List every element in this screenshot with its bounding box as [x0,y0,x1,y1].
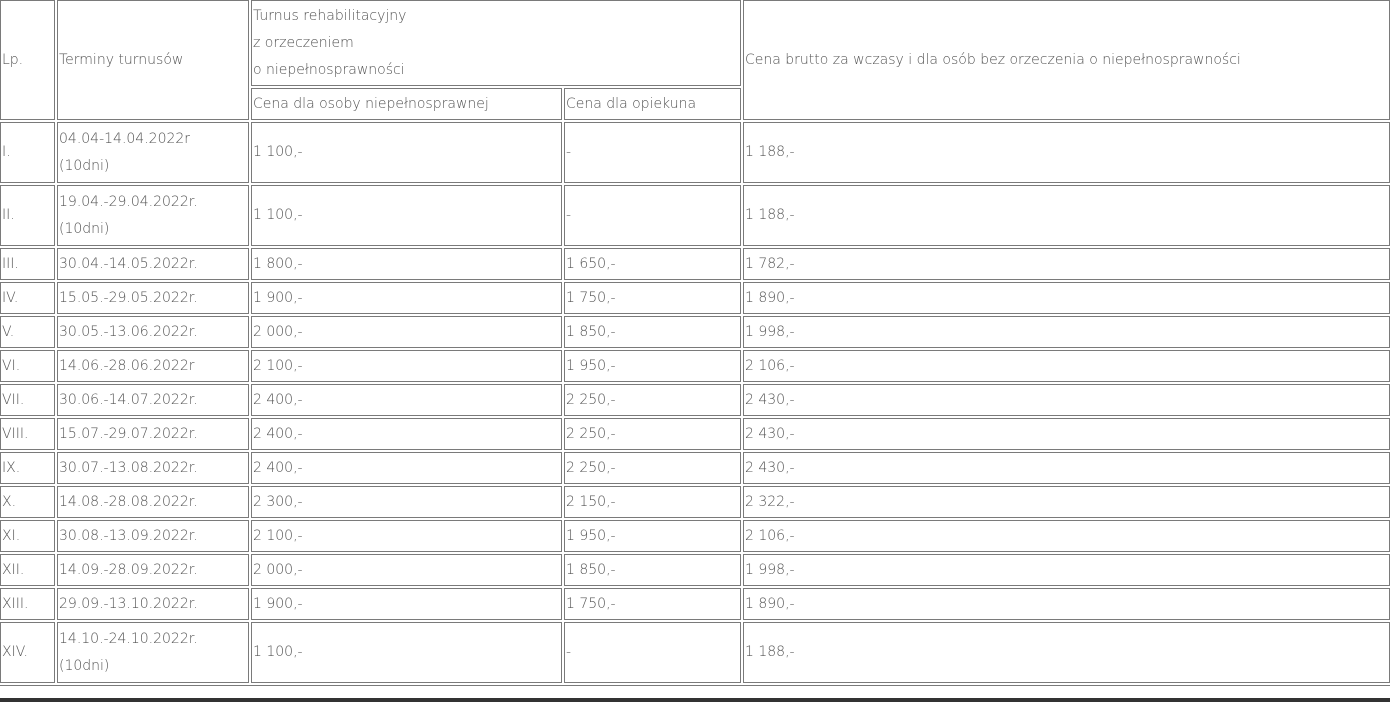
cell-cena-np: 1 900,- [251,588,562,620]
cell-cena-op: 2 250,- [564,452,741,484]
table-row [0,486,1390,518]
cell-lp: XII. [0,554,55,586]
cell-lp: IV. [0,282,55,314]
cell-cena-np: 2 400,- [251,452,562,484]
table-row [0,452,1390,484]
cell-cena-brutto: 1 188,- [743,122,1390,183]
cell-term-line: 14.06.-28.06.2022r [59,357,195,374]
cell-lp: IX. [0,452,55,484]
bottom-divider [0,698,1390,702]
cell-cena-op: 1 850,- [564,316,741,348]
cell-term-line: (10dni) [59,220,110,237]
cell-term-line: 15.07.-29.07.2022r. [59,425,198,442]
cell-lp: XI. [0,520,55,552]
cell-term [57,384,249,416]
cell-cena-brutto: 2 106,- [743,350,1390,382]
cell-cena-brutto: 1 188,- [743,622,1390,683]
cell-term [57,316,249,348]
cell-cena-brutto: 1 998,- [743,316,1390,348]
cell-cena-np: 1 900,- [251,282,562,314]
cell-cena-np: 2 100,- [251,520,562,552]
header-term: Terminy turnusów [57,0,249,120]
cell-cena-np: 2 400,- [251,418,562,450]
cell-cena-brutto: 1 188,- [743,185,1390,246]
cell-term [57,185,249,246]
cell-term-line: 04.04-14.04.2022r [59,130,191,147]
table-row [0,185,1390,246]
header-lp: Lp. [0,0,55,120]
header-cena-brutto: Cena brutto za wczasy i dla osób bez orzeczenia o niepełnosprawności [743,0,1390,120]
cell-term-line: (10dni) [59,157,110,174]
cell-term [57,622,249,683]
cell-term-line: 14.08.-28.08.2022r. [59,493,198,510]
cell-cena-np: 1 800,- [251,248,562,280]
cell-cena-op: 2 250,- [564,384,741,416]
cell-cena-brutto: 1 890,- [743,588,1390,620]
cell-term-line: 15.05.-29.05.2022r. [59,289,198,306]
cell-lp: III. [0,248,55,280]
table-row [0,122,1390,183]
table-row [0,282,1390,314]
cell-lp: VI. [0,350,55,382]
cell-term [57,122,249,183]
cell-term-line: 30.04.-14.05.2022r. [59,255,198,272]
cell-cena-brutto: 1 998,- [743,554,1390,586]
cell-cena-np: 1 100,- [251,185,562,246]
cell-term-line: (10dni) [59,657,110,674]
cell-cena-np: 1 100,- [251,122,562,183]
cell-cena-op: - [564,122,741,183]
cell-lp: II. [0,185,55,246]
header-group-line: Turnus rehabilitacyjny [253,7,407,24]
header-cena-np: Cena dla osoby niepełnosprawnej [251,88,562,120]
cell-term [57,350,249,382]
header-cena-op: Cena dla opiekuna [564,88,741,120]
cell-cena-brutto: 2 430,- [743,452,1390,484]
cell-lp: V. [0,316,55,348]
cell-term-line: 30.08.-13.09.2022r. [59,527,198,544]
cell-cena-np: 2 300,- [251,486,562,518]
cell-cena-brutto: 2 106,- [743,520,1390,552]
cell-lp: XIII. [0,588,55,620]
cell-lp: I. [0,122,55,183]
table-row [0,248,1390,280]
cell-cena-op: 1 850,- [564,554,741,586]
cell-cena-np: 2 400,- [251,384,562,416]
cell-cena-op: - [564,185,741,246]
cell-term-line: 14.09.-28.09.2022r. [59,561,198,578]
cell-lp: X. [0,486,55,518]
cell-cena-brutto: 2 430,- [743,418,1390,450]
cell-lp: VII. [0,384,55,416]
cell-term [57,282,249,314]
header-row [0,0,1390,86]
table-row [0,418,1390,450]
cell-cena-op: 1 750,- [564,588,741,620]
table-row [0,622,1390,683]
cell-term-line: 19.04.-29.04.2022r. [59,193,198,210]
cell-term-line: 30.05.-13.06.2022r. [59,323,198,340]
cell-cena-op: 1 950,- [564,520,741,552]
cell-cena-op: 2 150,- [564,486,741,518]
cell-term [57,452,249,484]
cell-cena-op: 1 650,- [564,248,741,280]
table-row [0,316,1390,348]
cell-lp: XIV. [0,622,55,683]
cell-cena-np: 2 000,- [251,554,562,586]
cell-term [57,248,249,280]
table-row [0,554,1390,586]
table-row [0,588,1390,620]
cell-cena-op: - [564,622,741,683]
cell-cena-brutto: 2 430,- [743,384,1390,416]
header-group [251,0,741,86]
cell-cena-op: 2 250,- [564,418,741,450]
cell-term-line: 29.09.-13.10.2022r. [59,595,198,612]
cell-term-line: 30.06.-14.07.2022r. [59,391,198,408]
cell-cena-brutto: 1 782,- [743,248,1390,280]
header-group-line: z orzeczeniem [253,34,354,51]
cell-term-line: 14.10.-24.10.2022r. [59,630,198,647]
cell-cena-op: 1 950,- [564,350,741,382]
cell-term-line: 30.07.-13.08.2022r. [59,459,198,476]
cell-term [57,554,249,586]
cell-cena-np: 2 100,- [251,350,562,382]
cell-lp: VIII. [0,418,55,450]
cell-cena-np: 2 000,- [251,316,562,348]
table-row [0,520,1390,552]
table-row [0,350,1390,382]
table-row [0,384,1390,416]
cell-cena-op: 1 750,- [564,282,741,314]
header-group-line: o niepełnosprawności [253,61,405,78]
cell-cena-np: 1 100,- [251,622,562,683]
cell-cena-brutto: 1 890,- [743,282,1390,314]
cell-term [57,486,249,518]
cell-term [57,520,249,552]
cell-cena-brutto: 2 322,- [743,486,1390,518]
cell-term [57,418,249,450]
cell-term [57,588,249,620]
